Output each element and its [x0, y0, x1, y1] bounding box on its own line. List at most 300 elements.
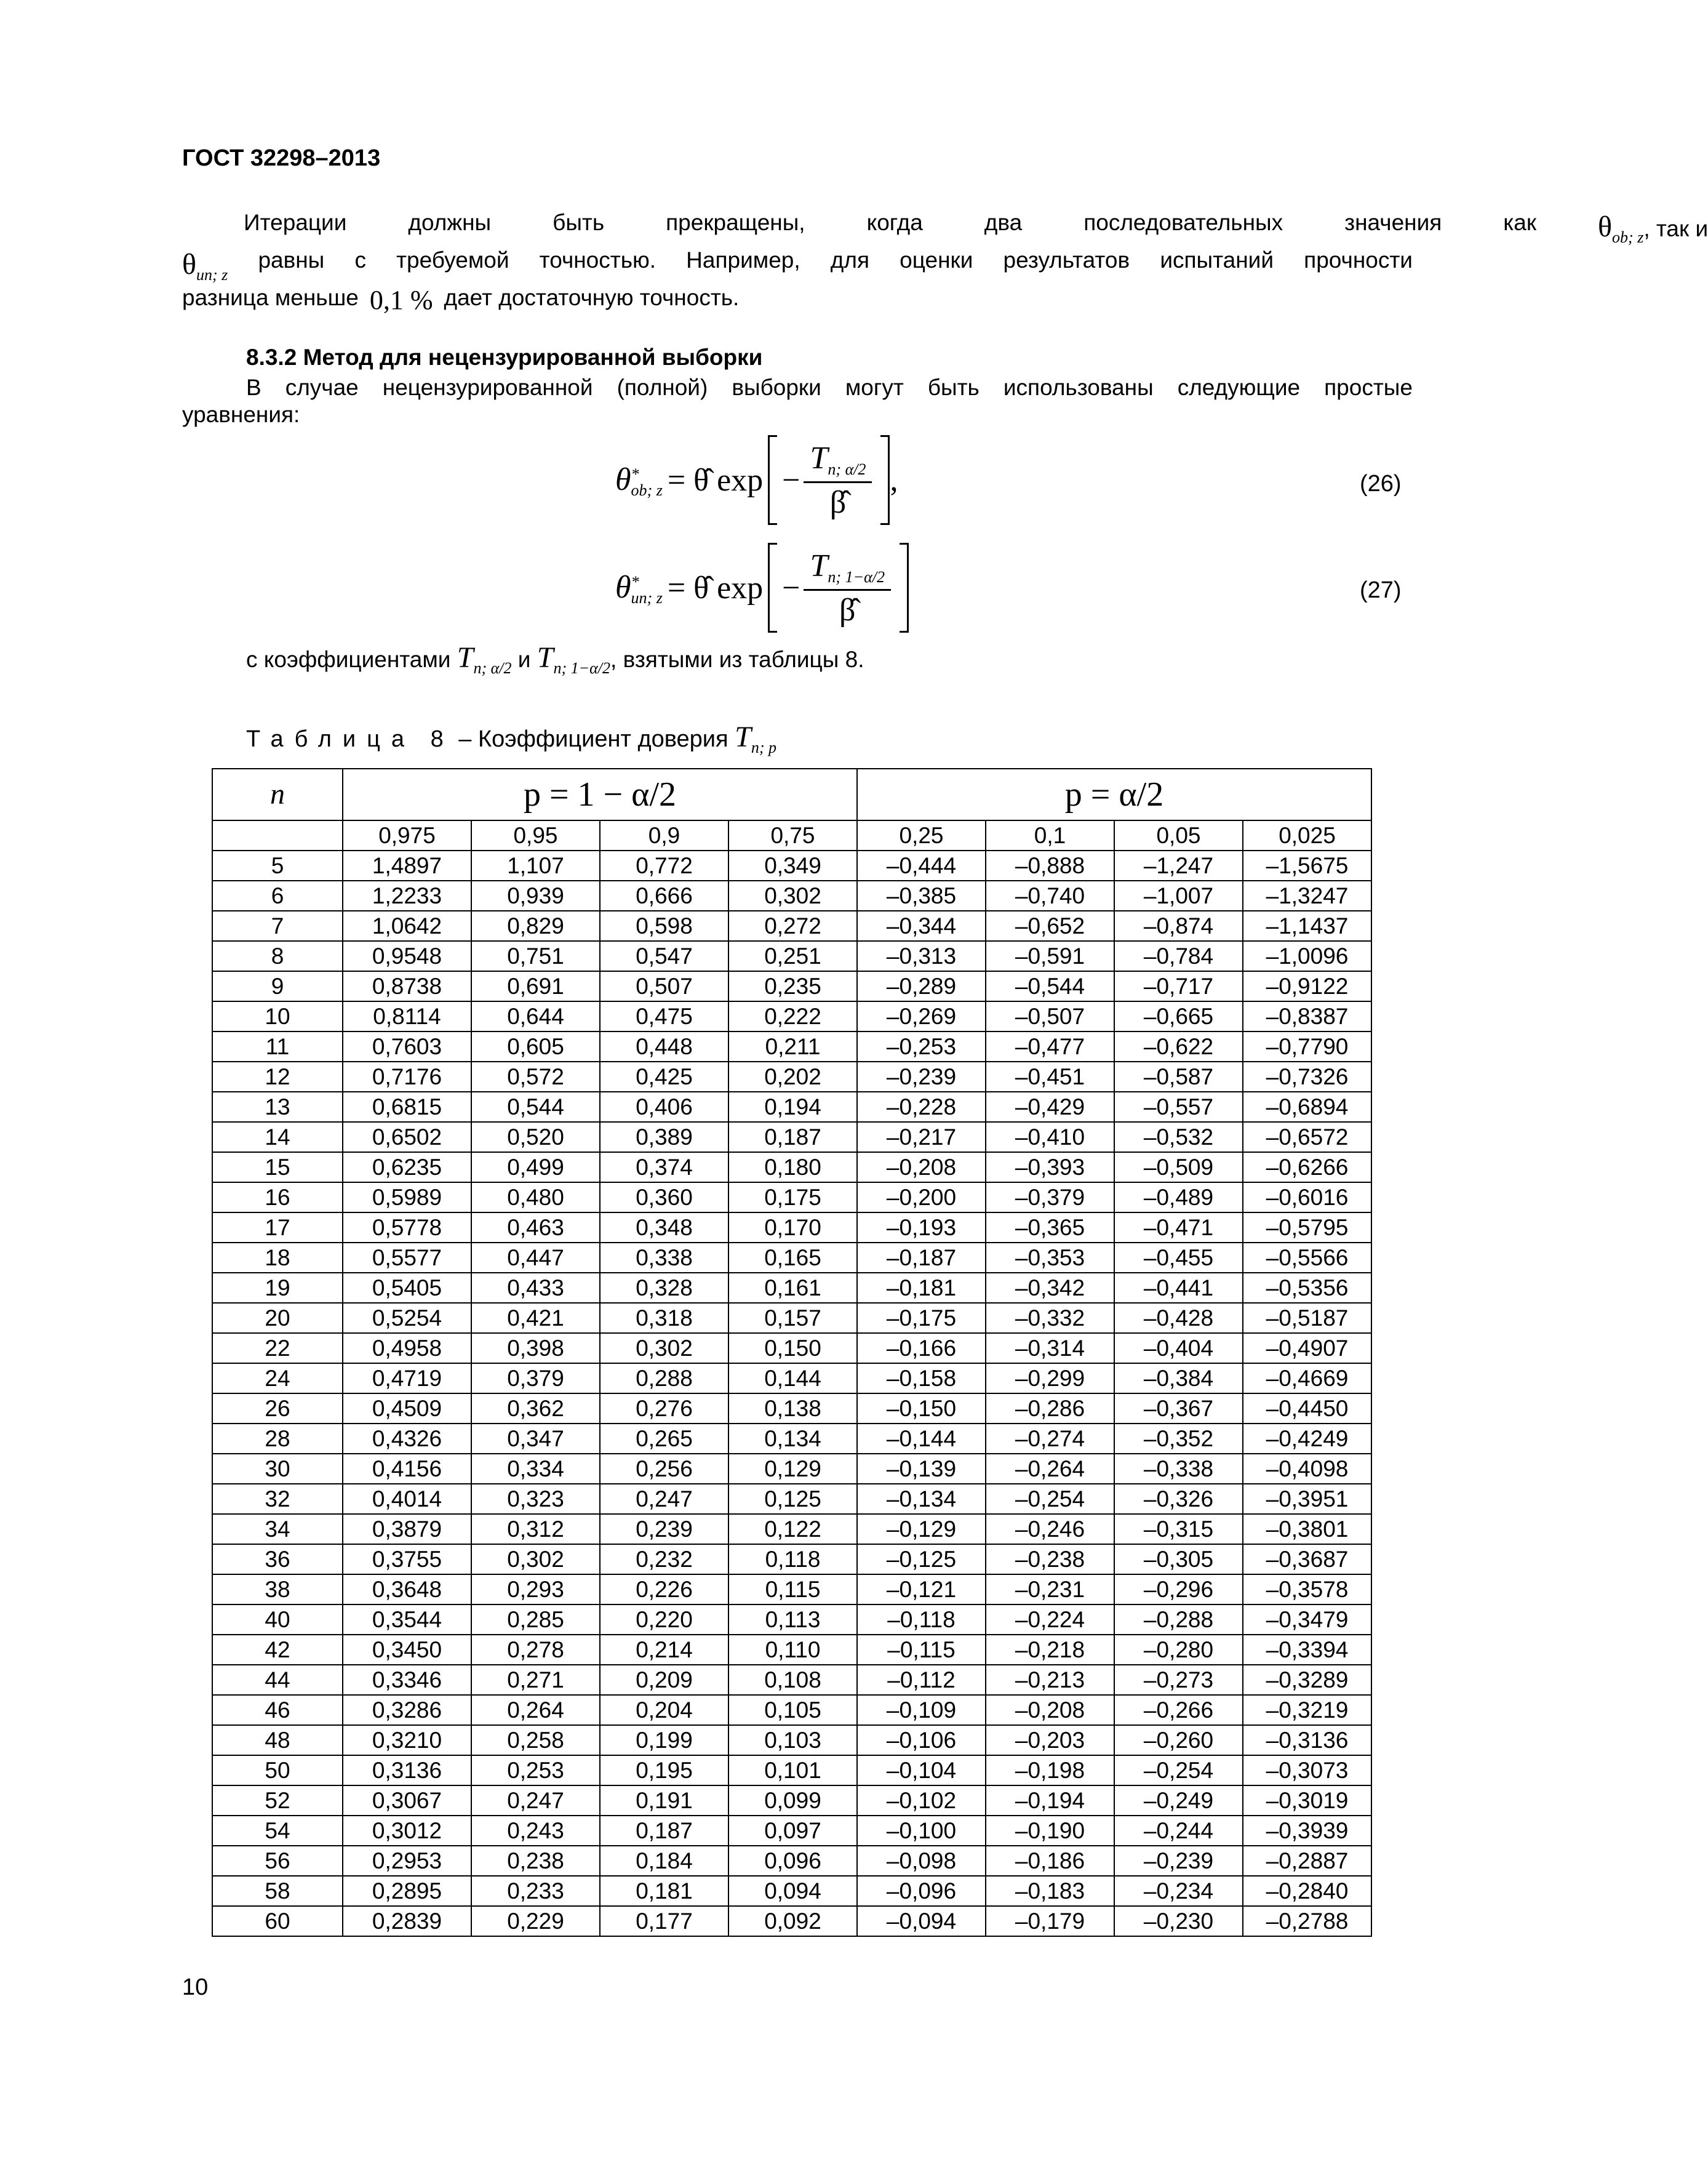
table-cell: 0,480 — [471, 1182, 600, 1212]
equation-number-26: (26) — [1360, 471, 1402, 497]
table-cell: –0,429 — [986, 1092, 1114, 1122]
table-cell: 0,220 — [600, 1604, 728, 1635]
table-row — [212, 1333, 1371, 1363]
table-cell: –0,622 — [1114, 1031, 1243, 1062]
table-cell: 0,138 — [728, 1393, 857, 1424]
table-cell: 0,5405 — [343, 1273, 471, 1303]
table-cell: –0,3939 — [1243, 1816, 1371, 1846]
table-cell: –0,3687 — [1243, 1544, 1371, 1574]
row-n-cell: 34 — [212, 1514, 343, 1544]
table-cell: –0,264 — [986, 1454, 1114, 1484]
right-bracket — [880, 435, 890, 525]
table-cell: 0,170 — [728, 1212, 857, 1243]
table-cell: 0,7176 — [343, 1062, 471, 1092]
table-cell: 0,122 — [728, 1514, 857, 1544]
table-cell: 0,187 — [600, 1816, 728, 1846]
row-n-cell: 24 — [212, 1363, 343, 1393]
table-cell: 0,379 — [471, 1363, 600, 1393]
word: прекращены, — [666, 210, 805, 235]
table-row — [212, 1122, 1371, 1152]
table-cell: 0,187 — [728, 1122, 857, 1152]
table-cell: 0,312 — [471, 1514, 600, 1544]
formula-lhs: θ * ob; z — [615, 462, 663, 500]
table-cell: 0,3544 — [343, 1604, 471, 1635]
table-cell: 0,4719 — [343, 1363, 471, 1393]
table-cell: 0,115 — [728, 1574, 857, 1604]
table-cell: –0,246 — [986, 1514, 1114, 1544]
table-cell: –0,230 — [1114, 1906, 1243, 1936]
table-cell: –0,874 — [1114, 911, 1243, 941]
table-cell: 0,499 — [471, 1152, 600, 1182]
paragraph-line — [182, 209, 1708, 247]
table-cell: 0,5577 — [343, 1243, 471, 1273]
table-row — [212, 1092, 1371, 1122]
table-cell: 0,5254 — [343, 1303, 471, 1333]
table-cell: –0,280 — [1114, 1635, 1243, 1665]
table-row — [212, 851, 1371, 881]
table-row — [212, 1182, 1371, 1212]
table-cell: –0,3951 — [1243, 1484, 1371, 1514]
table-cell: 0,448 — [600, 1031, 728, 1062]
table-cell: 1,107 — [471, 851, 600, 881]
table-cell: 0,349 — [728, 851, 857, 881]
table-cell: 0,338 — [600, 1243, 728, 1273]
table-cell: –0,4249 — [1243, 1424, 1371, 1454]
table-cell: –0,326 — [1114, 1484, 1243, 1514]
table-cell: –0,139 — [857, 1454, 986, 1484]
table-cell: 0,605 — [471, 1031, 600, 1062]
paragraph-line — [182, 284, 1413, 317]
row-n-cell: 22 — [212, 1333, 343, 1363]
table-row — [212, 1303, 1371, 1333]
row-n-cell: 50 — [212, 1755, 343, 1785]
word: быть — [553, 210, 605, 235]
table-cell: 0,398 — [471, 1333, 600, 1363]
table-cell: –0,455 — [1114, 1243, 1243, 1273]
table-row — [212, 1001, 1371, 1031]
table-cell: 0,544 — [471, 1092, 600, 1122]
formula-rhs: = θ̂ exp — [667, 462, 764, 498]
table-cell: –0,3073 — [1243, 1755, 1371, 1785]
formula-26 — [615, 434, 898, 526]
table-cell: 0,194 — [728, 1092, 857, 1122]
table-cell: –0,342 — [986, 1273, 1114, 1303]
table-cell: –0,4450 — [1243, 1393, 1371, 1424]
table-cell: 0,3210 — [343, 1725, 471, 1755]
table-cell: –0,288 — [1114, 1604, 1243, 1635]
table-row — [212, 1484, 1371, 1514]
word: с — [354, 247, 366, 273]
table-cell: –0,218 — [986, 1635, 1114, 1665]
table-cell: –0,273 — [1114, 1665, 1243, 1695]
table-cell: 0,4014 — [343, 1484, 471, 1514]
page-number: 10 — [182, 1974, 209, 2000]
table-row — [212, 1574, 1371, 1604]
coefficient-symbol: $T_{n; \alpha/2}$ — [457, 641, 512, 677]
table-cell: 0,180 — [728, 1152, 857, 1182]
table-row — [212, 1243, 1371, 1273]
table-cell: –0,313 — [857, 941, 986, 971]
theta-un-symbol: $\theta_{un; z}$ — [182, 248, 228, 284]
table-cell: –0,238 — [986, 1544, 1114, 1574]
table-cell: 0,108 — [728, 1665, 857, 1695]
table-cell: 0,103 — [728, 1725, 857, 1755]
table-cell: –0,194 — [986, 1785, 1114, 1816]
p-value-cell: 0,025 — [1243, 820, 1371, 851]
table-cell: 0,302 — [600, 1333, 728, 1363]
paragraph-line — [182, 247, 1413, 284]
row-n-cell: 28 — [212, 1424, 343, 1454]
header-group-2: p = α/2 — [857, 769, 1371, 820]
table-cell: 0,7603 — [343, 1031, 471, 1062]
table-cell: 0,125 — [728, 1484, 857, 1514]
left-bracket — [768, 435, 777, 525]
table-cell: 0,2895 — [343, 1876, 471, 1906]
row-n-cell: 16 — [212, 1182, 343, 1212]
table-cell: 0,3067 — [343, 1785, 471, 1816]
table-cell: 0,278 — [471, 1635, 600, 1665]
table-cell: 0,092 — [728, 1906, 857, 1936]
table-cell: 0,374 — [600, 1152, 728, 1182]
table-row — [212, 1635, 1371, 1665]
table-cell: 0,507 — [600, 971, 728, 1001]
table-cell: 0,099 — [728, 1785, 857, 1816]
table-cell: 0,276 — [600, 1393, 728, 1424]
p-value-cell: 0,95 — [471, 820, 600, 851]
table-cell: 0,3755 — [343, 1544, 471, 1574]
word: (полной) — [617, 375, 708, 400]
table-cell: –0,652 — [986, 911, 1114, 941]
p-value-cell: 0,25 — [857, 820, 986, 851]
table-cell: –0,228 — [857, 1092, 986, 1122]
table-cell: –0,507 — [986, 1001, 1114, 1031]
p-value-cell: 0,75 — [728, 820, 857, 851]
table-cell: 0,3346 — [343, 1665, 471, 1695]
table-cell: 0,772 — [600, 851, 728, 881]
word: случае — [285, 375, 359, 400]
table-cell: –0,353 — [986, 1243, 1114, 1273]
paragraph-text: и — [517, 647, 531, 672]
row-n-cell: 12 — [212, 1062, 343, 1092]
table-cell — [212, 820, 343, 851]
table-cell: –0,784 — [1114, 941, 1243, 971]
paragraph-coefficients — [246, 640, 1415, 678]
table-cell: –0,8387 — [1243, 1001, 1371, 1031]
word: когда — [866, 210, 923, 235]
table-row — [212, 1152, 1371, 1182]
table-cell: –0,260 — [1114, 1725, 1243, 1755]
table-cell: –0,203 — [986, 1725, 1114, 1755]
table-cell: –0,740 — [986, 881, 1114, 911]
table-cell: 0,150 — [728, 1333, 857, 1363]
table-cell: –0,104 — [857, 1755, 986, 1785]
table-cell: –0,4098 — [1243, 1454, 1371, 1484]
table-cell: –0,591 — [986, 941, 1114, 971]
table-cell: 0,288 — [600, 1363, 728, 1393]
table-cell: –1,1437 — [1243, 911, 1371, 941]
table-cell: 0,360 — [600, 1182, 728, 1212]
table-cell: 0,8114 — [343, 1001, 471, 1031]
section-heading: 8.3.2 Метод для нецензурированной выборки — [246, 345, 763, 370]
table-cell: –0,344 — [857, 911, 986, 941]
caption-number: 8 — [430, 726, 444, 752]
row-n-cell: 15 — [212, 1152, 343, 1182]
table-cell: –0,3136 — [1243, 1725, 1371, 1755]
table-cell: –0,587 — [1114, 1062, 1243, 1092]
word: оценки — [900, 247, 973, 273]
table-cell: 0,235 — [728, 971, 857, 1001]
word: простые — [1324, 375, 1413, 400]
table-cell: 0,199 — [600, 1725, 728, 1755]
table-cell: 0,094 — [728, 1876, 857, 1906]
row-n-cell: 17 — [212, 1212, 343, 1243]
table-cell: 0,3879 — [343, 1514, 471, 1544]
p-value-cell: 0,975 — [343, 820, 471, 851]
word: могут — [845, 375, 904, 400]
row-n-cell: 44 — [212, 1665, 343, 1695]
table-cell: 0,347 — [471, 1424, 600, 1454]
table-cell: 0,211 — [728, 1031, 857, 1062]
table-cell: –0,286 — [986, 1393, 1114, 1424]
table-cell: 0,9548 — [343, 941, 471, 971]
table-cell: –0,239 — [857, 1062, 986, 1092]
word: быть — [927, 375, 980, 400]
table-cell: –0,213 — [986, 1665, 1114, 1695]
table-cell: 0,222 — [728, 1001, 857, 1031]
table-cell: 0,229 — [471, 1906, 600, 1936]
table-cell: 0,144 — [728, 1363, 857, 1393]
table-cell: –0,2887 — [1243, 1846, 1371, 1876]
table-cell: 0,4958 — [343, 1333, 471, 1363]
row-n-cell: 54 — [212, 1816, 343, 1846]
row-n-cell: 20 — [212, 1303, 343, 1333]
fraction-numerator: $T_{n; 1-\alpha/2}$ — [804, 548, 891, 591]
table-cell: –0,274 — [986, 1424, 1114, 1454]
table-cell: 0,3012 — [343, 1816, 471, 1846]
row-n-cell: 32 — [212, 1484, 343, 1514]
table-cell: 0,243 — [471, 1816, 600, 1846]
table-row — [212, 941, 1371, 971]
table-cell: 0,318 — [600, 1303, 728, 1333]
table-cell: 0,214 — [600, 1635, 728, 1665]
table-cell: 0,475 — [600, 1001, 728, 1031]
table-cell: –0,112 — [857, 1665, 986, 1695]
word: равны — [258, 247, 325, 273]
table-cell: –0,3801 — [1243, 1514, 1371, 1544]
table-cell: –0,115 — [857, 1635, 986, 1665]
table-cell: –0,239 — [1114, 1846, 1243, 1876]
table-cell: 0,161 — [728, 1273, 857, 1303]
row-n-cell: 36 — [212, 1544, 343, 1574]
table-cell: 0,258 — [471, 1725, 600, 1755]
table-cell: 0,253 — [471, 1755, 600, 1785]
table-cell: 0,195 — [600, 1755, 728, 1785]
fraction — [804, 548, 891, 628]
table-cell: 0,2839 — [343, 1906, 471, 1936]
table-cell: –0,477 — [986, 1031, 1114, 1062]
table-cell: –0,4669 — [1243, 1363, 1371, 1393]
table-cell: 0,118 — [728, 1544, 857, 1574]
table-cell: 0,247 — [600, 1484, 728, 1514]
word: значения — [1344, 210, 1442, 235]
word: для — [830, 247, 869, 273]
row-n-cell: 30 — [212, 1454, 343, 1484]
table-cell: –0,6266 — [1243, 1152, 1371, 1182]
table-cell: 0,096 — [728, 1846, 857, 1876]
table-cell: 0,3450 — [343, 1635, 471, 1665]
word: нецензурированной — [382, 375, 593, 400]
table-cell: 0,362 — [471, 1393, 600, 1424]
table-cell: –0,532 — [1114, 1122, 1243, 1152]
table-row — [212, 1876, 1371, 1906]
table-caption — [246, 720, 776, 757]
table-cell: 0,3648 — [343, 1574, 471, 1604]
table-cell: 0,4156 — [343, 1454, 471, 1484]
table-cell: –0,3219 — [1243, 1695, 1371, 1725]
table-cell: –0,181 — [857, 1273, 986, 1303]
table-cell: 0,4326 — [343, 1424, 471, 1454]
minus-sign: − — [782, 462, 800, 498]
table-cell: –0,129 — [857, 1514, 986, 1544]
table-cell: –0,299 — [986, 1363, 1114, 1393]
table-cell: –0,098 — [857, 1846, 986, 1876]
table-row — [212, 1544, 1371, 1574]
table-cell: –0,544 — [986, 971, 1114, 1001]
row-n-cell: 13 — [212, 1092, 343, 1122]
table-cell: –0,471 — [1114, 1212, 1243, 1243]
table-cell: –0,717 — [1114, 971, 1243, 1001]
table-cell: 0,251 — [728, 941, 857, 971]
table-cell: 0,256 — [600, 1454, 728, 1484]
table-cell: –0,888 — [986, 851, 1114, 881]
word: последовательных — [1083, 210, 1283, 235]
table-cell: –0,118 — [857, 1604, 986, 1635]
table-cell: 0,110 — [728, 1635, 857, 1665]
caption-text: – Коэффициент доверия — [458, 726, 728, 752]
table-cell: –0,179 — [986, 1906, 1114, 1936]
table-row — [212, 1695, 1371, 1725]
table-cell: –0,253 — [857, 1031, 986, 1062]
table-cell: 0,302 — [471, 1544, 600, 1574]
table-cell: 0,4509 — [343, 1393, 471, 1424]
table-cell: 0,226 — [600, 1574, 728, 1604]
word: испытаний — [1160, 247, 1274, 273]
table-cell: –0,410 — [986, 1122, 1114, 1152]
table-cell: –0,125 — [857, 1544, 986, 1574]
table-cell: –0,305 — [1114, 1544, 1243, 1574]
table-cell: 0,113 — [728, 1604, 857, 1635]
table-cell: –0,509 — [1114, 1152, 1243, 1182]
table-cell: 0,101 — [728, 1755, 857, 1785]
row-n-cell: 52 — [212, 1785, 343, 1816]
table-cell: –0,6572 — [1243, 1122, 1371, 1152]
table-cell: 0,233 — [471, 1876, 600, 1906]
formula-27 — [615, 542, 909, 634]
table-cell: –0,106 — [857, 1725, 986, 1755]
table-row — [212, 881, 1371, 911]
table-cell: 0,134 — [728, 1424, 857, 1454]
table-cell: –0,384 — [1114, 1363, 1243, 1393]
row-n-cell: 7 — [212, 911, 343, 941]
table-cell: –0,254 — [1114, 1755, 1243, 1785]
row-n-cell: 18 — [212, 1243, 343, 1273]
table-cell: 0,271 — [471, 1665, 600, 1695]
table-cell: 0,406 — [600, 1092, 728, 1122]
table-cell: 0,520 — [471, 1122, 600, 1152]
table-cell: –0,6894 — [1243, 1092, 1371, 1122]
right-bracket — [900, 543, 909, 633]
table-cell: –0,2840 — [1243, 1876, 1371, 1906]
word: прочности — [1304, 247, 1413, 273]
word: как — [1503, 210, 1537, 235]
table-cell: –0,144 — [857, 1424, 986, 1454]
table-cell: –0,3394 — [1243, 1635, 1371, 1665]
table-cell: –0,441 — [1114, 1273, 1243, 1303]
table-cell: –0,224 — [986, 1604, 1114, 1635]
table-cell: –0,3289 — [1243, 1665, 1371, 1695]
table-cell: 0,247 — [471, 1785, 600, 1816]
table-header-row — [212, 769, 1371, 820]
table-cell: 0,939 — [471, 881, 600, 911]
table-cell: 0,204 — [600, 1695, 728, 1725]
table-cell: 0,389 — [600, 1122, 728, 1152]
word: выборки — [732, 375, 821, 400]
table-cell: 0,177 — [600, 1906, 728, 1936]
table-cell: –0,096 — [857, 1876, 986, 1906]
table-row — [212, 1755, 1371, 1785]
row-n-cell: 46 — [212, 1695, 343, 1725]
table-cell: 0,285 — [471, 1604, 600, 1635]
table-cell: –1,007 — [1114, 881, 1243, 911]
table-cell: 0,447 — [471, 1243, 600, 1273]
table-cell: –0,200 — [857, 1182, 986, 1212]
table-cell: –0,451 — [986, 1062, 1114, 1092]
table-row — [212, 1454, 1371, 1484]
table-row — [212, 1816, 1371, 1846]
fraction — [804, 440, 872, 521]
table-cell: –0,5356 — [1243, 1273, 1371, 1303]
table-cell: 0,6502 — [343, 1122, 471, 1152]
table-cell: –0,187 — [857, 1243, 986, 1273]
table-cell: 0,666 — [600, 881, 728, 911]
table-cell: 0,238 — [471, 1846, 600, 1876]
table-cell: –0,150 — [857, 1393, 986, 1424]
table-cell: 0,265 — [600, 1424, 728, 1454]
word: два — [984, 210, 1023, 235]
table-cell: –0,158 — [857, 1363, 986, 1393]
fraction-denominator: β̂ — [829, 484, 847, 520]
table-cell: –0,444 — [857, 851, 986, 881]
table-cell: 0,6235 — [343, 1152, 471, 1182]
table-cell: –1,5675 — [1243, 851, 1371, 881]
table-cell: –0,186 — [986, 1846, 1114, 1876]
row-n-cell: 42 — [212, 1635, 343, 1665]
table-row — [212, 1725, 1371, 1755]
table-row — [212, 1785, 1371, 1816]
table-cell: 0,6815 — [343, 1092, 471, 1122]
table-cell: –0,249 — [1114, 1785, 1243, 1816]
theta-ob-symbol: $\theta_{ob; z}$, так и — [1598, 210, 1708, 246]
table-cell: 0,264 — [471, 1695, 600, 1725]
header-group-1: p = 1 − α/2 — [343, 769, 857, 820]
table-row — [212, 971, 1371, 1001]
row-n-cell: 5 — [212, 851, 343, 881]
table-cell: 0,421 — [471, 1303, 600, 1333]
table-cell: 0,5778 — [343, 1212, 471, 1243]
table-cell: –0,217 — [857, 1122, 986, 1152]
table-cell: 1,2233 — [343, 881, 471, 911]
table-cell: 0,184 — [600, 1846, 728, 1876]
